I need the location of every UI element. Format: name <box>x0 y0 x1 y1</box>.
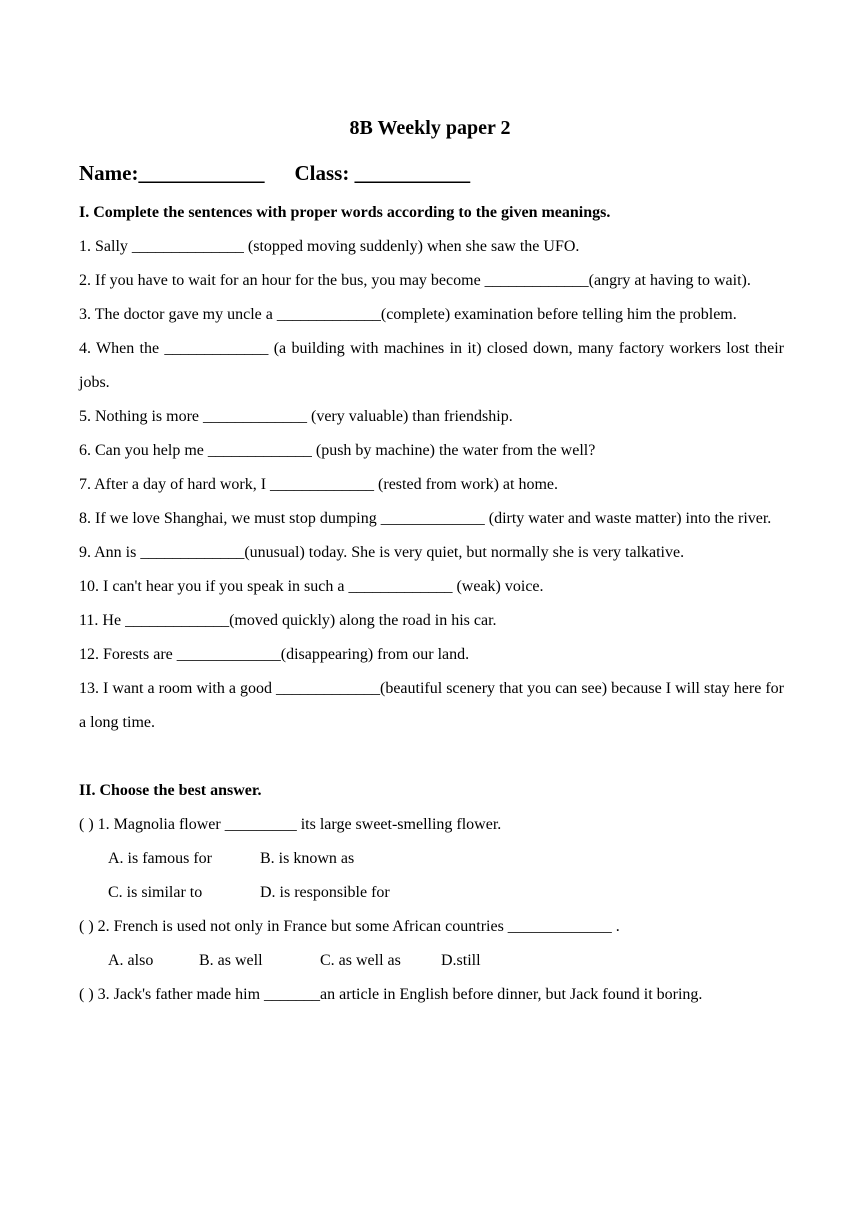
name-class-line <box>79 159 470 187</box>
option-b: B. as well <box>199 952 263 969</box>
question-13: 13. I want a room with a good _____________(beautiful scenery that you can see) because I will stay here for a long time. <box>79 680 784 731</box>
section-2-heading: II. Choose the best answer. <box>79 782 262 799</box>
question-7: 7. After a day of hard work, I _____________ (rested from work) at home. <box>79 476 558 493</box>
option-c: C. as well as <box>320 952 401 969</box>
question-1: 1. Sally ______________ (stopped moving suddenly) when she saw the UFO. <box>79 238 580 255</box>
page-title: 8B Weekly paper 2 <box>349 117 511 139</box>
question-2: 2. If you have to wait for an hour for the bus, you may become _____________(angry at having to wait). <box>79 272 751 289</box>
question-4: 4. When the _____________ (a building with machines in it) closed down, many factory workers lost their jobs. <box>79 340 784 391</box>
option-a: A. also <box>108 952 154 969</box>
name-field: Name:____________ <box>79 161 265 185</box>
question-10: 10. I can't hear you if you speak in such a _____________ (weak) voice. <box>79 578 544 595</box>
question-9: 9. Ann is _____________(unusual) today. She is very quiet, but normally she is very talkative. <box>79 544 685 561</box>
choice-question-2: ( ) 2. French is used not only in France but some African countries _____________ . <box>79 918 620 935</box>
section-1-heading: I. Complete the sentences with proper words according to the given meanings. <box>79 204 611 221</box>
question-6: 6. Can you help me _____________ (push by machine) the water from the well? <box>79 442 596 459</box>
choice-question-3: ( ) 3. Jack's father made him _______an article in English before dinner, but Jack found it boring. <box>79 986 703 1003</box>
choice-question-1: ( ) 1. Magnolia flower _________ its large sweet-smelling flower. <box>79 816 502 833</box>
option-d: D. is responsible for <box>260 884 390 901</box>
class-field: Class: ___________ <box>294 161 471 185</box>
question-5: 5. Nothing is more _____________ (very valuable) than friendship. <box>79 408 513 425</box>
spacer <box>79 740 784 774</box>
choice-options-1b <box>79 876 784 910</box>
exercise-body <box>79 196 784 1012</box>
question-8: 8. If we love Shanghai, we must stop dumping _____________ (dirty water and waste matter) into the river. <box>79 510 772 527</box>
question-3: 3. The doctor gave my uncle a _____________(complete) examination before telling him the problem. <box>79 306 737 323</box>
choice-options-1a <box>79 842 784 876</box>
option-c: C. is similar to <box>108 884 203 901</box>
question-12: 12. Forests are _____________(disappearing) from our land. <box>79 646 470 663</box>
option-b: B. is known as <box>260 850 355 867</box>
question-11: 11. He _____________(moved quickly) along the road in his car. <box>79 612 497 629</box>
option-d: D.still <box>441 952 481 969</box>
choice-options-2 <box>79 944 784 978</box>
option-a: A. is famous for <box>108 850 212 867</box>
